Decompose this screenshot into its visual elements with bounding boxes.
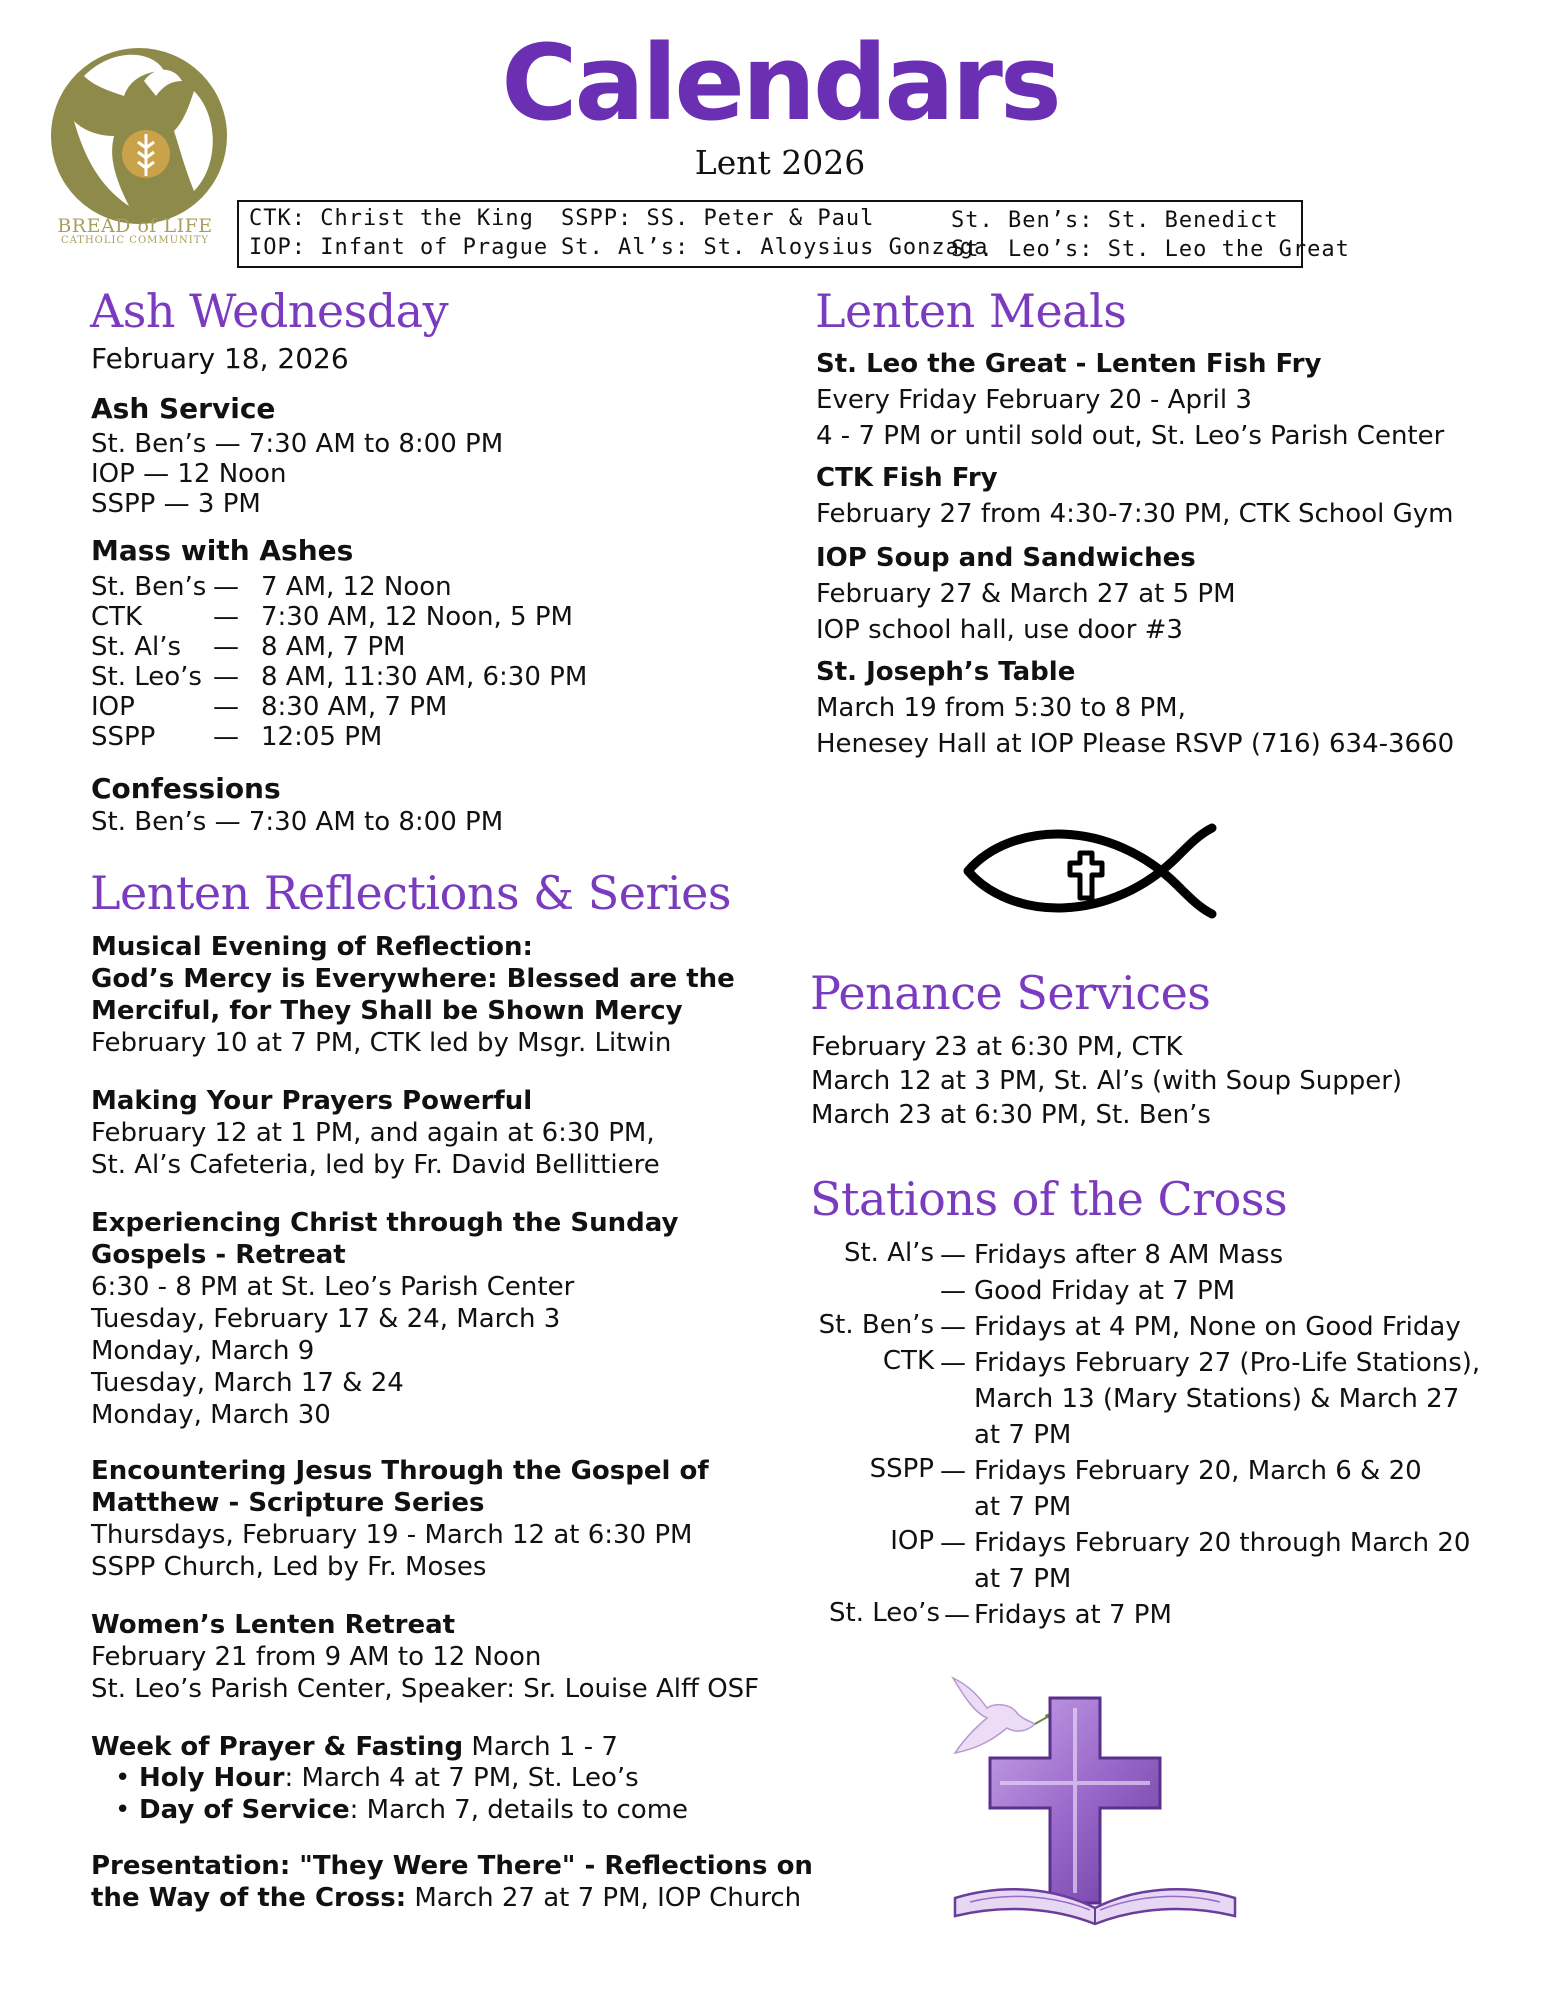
- penance-item: March 23 at 6:30 PM, St. Ben’s: [811, 1100, 1211, 1130]
- item-title: Experiencing Christ through the Sunday: [91, 1208, 679, 1238]
- mass-ashes-heading: Mass with Ashes: [91, 534, 354, 567]
- station-parish: St. Ben’s: [818, 1310, 934, 1340]
- item-title: St. Leo the Great - Lenten Fish Fry: [816, 349, 1322, 379]
- station-parish: CTK: [882, 1346, 934, 1376]
- station-dash: —: [940, 1348, 966, 1378]
- ash-service-item: St. Ben’s — 7:30 AM to 8:00 PM: [91, 429, 504, 459]
- item-title: CTK Fish Fry: [816, 463, 998, 493]
- dove-cross-book-illustration: [935, 1658, 1255, 1928]
- station-dash: —: [944, 1600, 970, 1630]
- mass-parish: CTK: [91, 602, 143, 632]
- station-parish: St. Leo’s: [829, 1598, 940, 1628]
- station-text: Fridays at 4 PM, None on Good Friday: [974, 1312, 1461, 1342]
- item-title: IOP Soup and Sandwiches: [816, 543, 1196, 573]
- legend-stleos: St. Leo’s: St. Leo the Great: [951, 237, 1350, 262]
- confessions-heading: Confessions: [91, 772, 281, 805]
- item-detail: SSPP Church, Led by Fr. Moses: [91, 1552, 487, 1582]
- ash-service-item: IOP — 12 Noon: [91, 459, 287, 489]
- ash-wednesday-heading: Ash Wednesday: [90, 284, 449, 338]
- station-dash: —: [940, 1528, 966, 1558]
- item-title: Presentation: "They Were There" - Reflections on: [91, 1851, 813, 1881]
- mass-dash: —: [213, 572, 239, 602]
- station-text: Fridays February 20 through March 20: [974, 1528, 1471, 1558]
- logo-line2: CATHOLIC COMMUNITY: [60, 235, 210, 246]
- mass-dash: —: [213, 692, 239, 722]
- station-text: Fridays after 8 AM Mass: [974, 1240, 1284, 1270]
- bullet-title: Day of Service: [139, 1795, 350, 1825]
- item-detail: Monday, March 30: [91, 1400, 331, 1430]
- item-detail: March 27 at 7 PM, IOP Church: [406, 1883, 802, 1913]
- item-detail: Tuesday, February 17 & 24, March 3: [91, 1304, 561, 1334]
- mass-time: 8:30 AM, 7 PM: [261, 692, 448, 722]
- bullet-title: Holy Hour: [139, 1763, 285, 1793]
- item-title: Matthew - Scripture Series: [91, 1488, 485, 1518]
- item-title: Gospels - Retreat: [91, 1240, 346, 1270]
- reflections-heading: Lenten Reflections & Series: [90, 866, 732, 920]
- mass-time: 8 AM, 7 PM: [261, 632, 406, 662]
- legend-stals: St. Al’s: St. Aloysius Gonzaga: [561, 235, 989, 260]
- penance-item: March 12 at 3 PM, St. Al’s (with Soup Supper): [811, 1066, 1403, 1096]
- iop-soup-item: [816, 540, 1236, 648]
- station-text: at 7 PM: [974, 1492, 1072, 1522]
- ash-date: February 18, 2026: [91, 342, 349, 375]
- item-detail: 4 - 7 PM or until sold out, St. Leo’s Parish Center: [816, 421, 1445, 451]
- station-dash: —: [940, 1276, 966, 1306]
- ctk-fish-fry-item: [816, 460, 1453, 532]
- presentation-item: [91, 1850, 813, 1914]
- mass-dash: —: [213, 722, 239, 752]
- item-title: Women’s Lenten Retreat: [91, 1610, 456, 1640]
- mass-parish: St. Ben’s: [91, 572, 207, 602]
- mass-dash: —: [213, 662, 239, 692]
- prayers-item: [91, 1085, 660, 1181]
- item-title: God’s Mercy is Everywhere: Blessed are the: [91, 964, 735, 994]
- item-title: Making Your Prayers Powerful: [91, 1086, 533, 1116]
- item-title: St. Joseph’s Table: [816, 657, 1076, 687]
- ichthys-fish-icon: [960, 818, 1224, 924]
- bullet-detail: : March 7, details to come: [349, 1795, 689, 1825]
- mass-parish: St. Al’s: [91, 632, 182, 662]
- page-title: Calendars: [501, 22, 1059, 144]
- item-detail: Monday, March 9: [91, 1336, 315, 1366]
- logo-text: [40, 215, 230, 246]
- penance-item: February 23 at 6:30 PM, CTK: [811, 1032, 1183, 1062]
- fish-fry-item: [816, 346, 1444, 454]
- womens-retreat-item: [91, 1609, 759, 1705]
- item-title: Week of Prayer & Fasting: [91, 1732, 464, 1762]
- item-detail: Every Friday February 20 - April 3: [816, 385, 1252, 415]
- bullet-day-of-service: [139, 1795, 688, 1826]
- parish-legend: [237, 200, 1350, 268]
- item-title: the Way of the Cross:: [91, 1883, 407, 1913]
- mass-parish: IOP: [91, 692, 135, 722]
- station-parish: IOP: [890, 1526, 934, 1556]
- mass-time: 12:05 PM: [261, 722, 383, 752]
- item-detail: Henesey Hall at IOP Please RSVP (716) 634-3660: [816, 729, 1455, 759]
- item-detail: IOP school hall, use door #3: [816, 615, 1183, 645]
- confessions-text: St. Ben’s — 7:30 AM to 8:00 PM: [91, 807, 504, 837]
- item-detail: February 10 at 7 PM, CTK led by Msgr. Litwin: [91, 1028, 672, 1058]
- station-text: Good Friday at 7 PM: [974, 1276, 1236, 1306]
- item-detail: March 19 from 5:30 to 8 PM,: [816, 693, 1186, 723]
- station-text: at 7 PM: [974, 1420, 1072, 1450]
- legend-stbens: St. Ben’s: St. Benedict: [951, 208, 1279, 233]
- station-parish: SSPP: [869, 1454, 934, 1484]
- station-text: March 13 (Mary Stations) & March 27: [974, 1384, 1460, 1414]
- item-title: Encountering Jesus Through the Gospel of: [91, 1456, 709, 1486]
- mass-dash: —: [213, 602, 239, 632]
- item-detail: March 1 - 7: [463, 1732, 618, 1762]
- item-detail: February 27 from 4:30-7:30 PM, CTK School Gym: [816, 499, 1454, 529]
- lenten-meals-heading: Lenten Meals: [815, 284, 1127, 338]
- ash-service-heading: Ash Service: [91, 392, 276, 425]
- legend-sspp: SSPP: SS. Peter & Paul: [561, 206, 875, 231]
- ash-service-list: [91, 429, 503, 519]
- mass-dash: —: [213, 632, 239, 662]
- item-title: Musical Evening of Reflection:: [91, 932, 533, 962]
- item-detail: February 12 at 1 PM, and again at 6:30 PM,: [91, 1118, 655, 1148]
- item-detail: February 27 & March 27 at 5 PM: [816, 579, 1236, 609]
- matthew-series-item: [91, 1455, 709, 1583]
- station-parish: St. Al’s: [843, 1238, 934, 1268]
- ash-service-item: SSPP — 3 PM: [91, 489, 261, 519]
- item-detail: 6:30 - 8 PM at St. Leo’s Parish Center: [91, 1272, 575, 1302]
- item-detail: February 21 from 9 AM to 12 Noon: [91, 1642, 542, 1672]
- legend-iop: IOP: Infant of Prague: [249, 235, 549, 260]
- stations-heading: Stations of the Cross: [810, 1172, 1288, 1226]
- item-detail: St. Al’s Cafeteria, led by Fr. David Bellittiere: [91, 1150, 660, 1180]
- station-dash: —: [940, 1312, 966, 1342]
- station-dash: —: [940, 1456, 966, 1486]
- station-text: at 7 PM: [974, 1564, 1072, 1594]
- gospels-retreat-item: [91, 1207, 678, 1431]
- st-joseph-table-item: [816, 654, 1454, 762]
- mass-time: 8 AM, 11:30 AM, 6:30 PM: [261, 662, 588, 692]
- item-detail: Tuesday, March 17 & 24: [91, 1368, 404, 1398]
- week-prayer-item: [91, 1731, 618, 1763]
- item-detail: Thursdays, February 19 - March 12 at 6:30 PM: [91, 1520, 693, 1550]
- mass-time: 7 AM, 12 Noon: [261, 572, 452, 602]
- musical-evening-item: [91, 931, 735, 1059]
- logo-line1: BREAD of LIFE: [57, 215, 213, 237]
- mass-parish: SSPP: [91, 722, 156, 752]
- item-detail: St. Leo’s Parish Center, Speaker: Sr. Louise Alff OSF: [91, 1674, 760, 1704]
- station-text: Fridays at 7 PM: [974, 1600, 1172, 1630]
- penance-list: [811, 1030, 1402, 1132]
- bullet-detail: : March 4 at 7 PM, St. Leo’s: [284, 1763, 639, 1793]
- mass-parish: St. Leo’s: [91, 662, 202, 692]
- item-title: Merciful, for They Shall be Shown Mercy: [91, 996, 683, 1026]
- bullet-holy-hour: [139, 1763, 639, 1794]
- station-dash: —: [940, 1240, 966, 1270]
- station-text: Fridays February 27 (Pro-Life Stations),: [974, 1348, 1481, 1378]
- legend-ctk: CTK: Christ the King: [249, 206, 534, 231]
- page-subtitle: Lent 2026: [694, 143, 866, 182]
- station-text: Fridays February 20, March 6 & 20: [974, 1456, 1422, 1486]
- mass-time: 7:30 AM, 12 Noon, 5 PM: [261, 602, 573, 632]
- penance-heading: Penance Services: [810, 966, 1211, 1020]
